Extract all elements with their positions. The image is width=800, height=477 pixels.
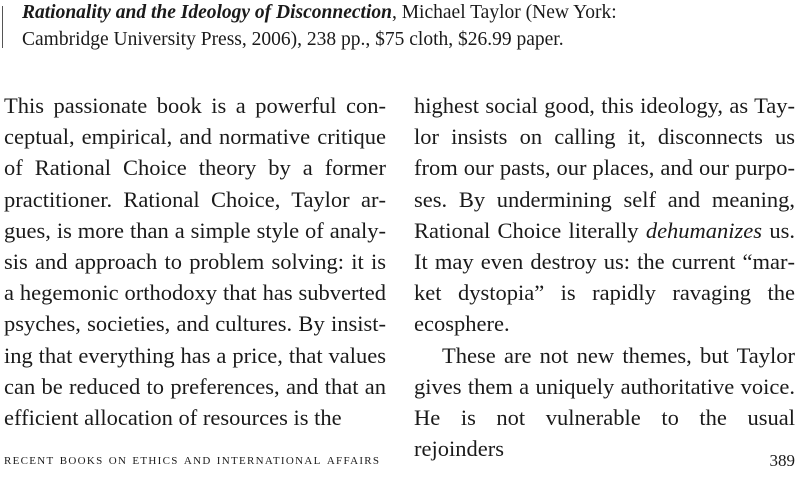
page-footer bbox=[4, 451, 795, 473]
book-citation bbox=[0, 0, 800, 60]
body-column-left bbox=[4, 90, 386, 433]
paragraph-2: These are not new themes, but Taylor gives them a uniquely authoritative voice. He is not vulnerable to the usual rejoinders bbox=[414, 342, 795, 462]
page-number: 389 bbox=[769, 451, 795, 470]
paragraph-1-text-a: highest social good, this ideology, as Taylor insists on calling it, disconnects us from our pasts, our places, and our purposes. By undermining self and meaning, Rational Choice literally bbox=[414, 93, 795, 243]
citation-line-2: Cambridge University Press, 2006), 238 pp., $75 cloth, $26.99 paper. bbox=[22, 29, 564, 50]
emphasis-dehumanizes: dehumanizes bbox=[645, 217, 763, 243]
citation-line-1 bbox=[22, 0, 617, 26]
paragraph-1-continued bbox=[414, 90, 795, 340]
citation-publisher-start: , Michael Taylor (New York: bbox=[391, 2, 617, 23]
running-head: recent books on ethics and international affairs bbox=[4, 451, 381, 468]
paragraph-1-text-b: us. It may even destroy us: the current “market dystopia” is rapidly ravaging the ecosphere. bbox=[414, 217, 795, 337]
book-title: Rationality and the Ideology of Disconnection bbox=[22, 2, 392, 23]
paragraph-1: This passionate book is a powerful conceptual, empirical, and normative critique of Rational Choice theory by a former practitioner. Rational Choice, Taylor argues, is more than a simple style of analysis and approach to problem solving: it is a hegemonic orthodoxy that has subverted psyches, societies, and cultures. By insisting that everything has a price, that values can be reduced to preferences, and that an efficient allocation of resources is the bbox=[4, 93, 386, 431]
citation-rule bbox=[2, 6, 3, 48]
body-column-right bbox=[414, 90, 795, 464]
